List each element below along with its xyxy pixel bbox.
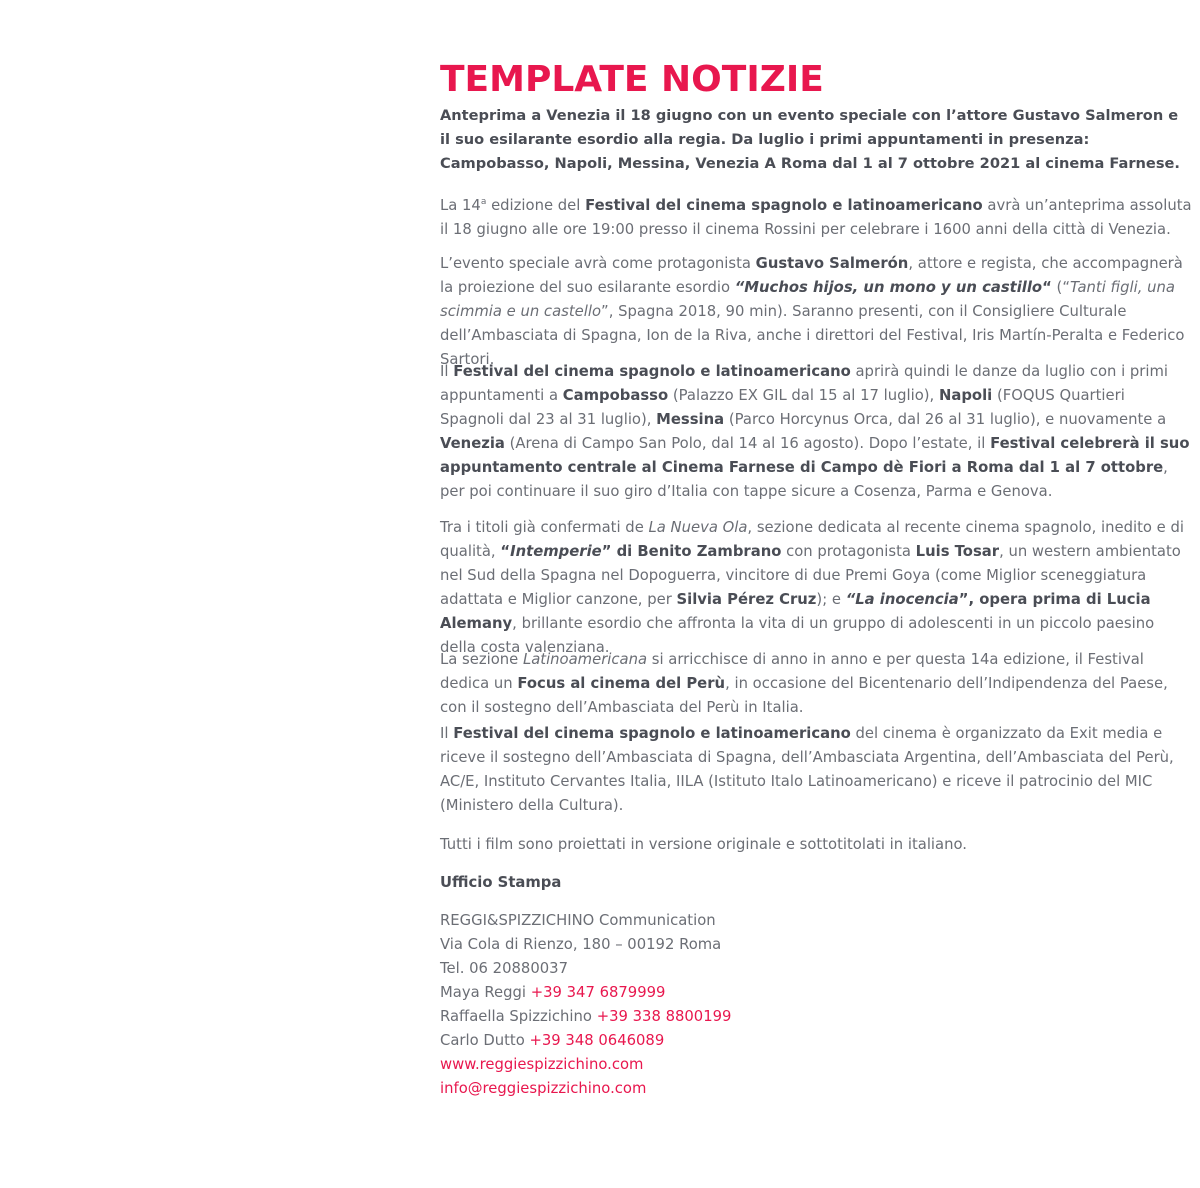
address: Via Cola di Rienzo, 180 – 00192 Roma [440,936,722,953]
press-office-heading: Ufficio Stampa [440,874,562,891]
paragraph-5: La sezione Latinoamericana si arricchisce di anno in anno e per questa 14a edizione, il Festival dedica un Focus al cinema del Perù, in occasione del Bicentenario dell’Indipendenza del Paese, con il sostegno dell’Ambasciata del Perù in Italia. [440,651,1168,716]
paragraph-7: Tutti i film sono proiettati in versione originale e sottotitolati in italiano. [440,836,967,853]
phone-link[interactable]: +39 338 8800199 [596,1008,732,1025]
paragraph-2: L’evento speciale avrà come protagonista Gustavo Salmerón, attore e regista, che accompagnerà la proiezione del suo esilarante esordio “Muchos hijos, un mono y un castillo“ (“Tanti figli, una scimmia e un castello”, Spagna 2018, 90 min). Saranno presenti, con il Consigliere Culturale dell’Ambasciata di Spagna, Ion de la Riva, anche i direttori del Festival, Iris Martín-Peralta e Federico Sartori. [440,255,1185,368]
phone-link[interactable]: +39 347 6879999 [530,984,666,1001]
email-link[interactable]: info@reggiespizzichino.com [440,1080,647,1097]
paragraph-4: Tra i titoli già confermati de La Nueva Ola, sezione dedicata al recente cinema spagnolo, inedito e di qualità, “Intemperie” di Benito Zambrano con protagonista Luis Tosar, un western ambientato nel Sud della Spagna nel Dopoguerra, vincitore di due Premi Goya (come Miglior sceneggiatura adattata e Miglior canzone, per Silvia Pérez Cruz); e “La inocencia”, opera prima di Lucia Alemany, brillante esordio che affronta la vita di un gruppo di adolescenti in un piccolo paesino della costa valenziana. [440,519,1184,656]
contact-block [440,909,1192,1101]
page-title: TEMPLATE NOTIZIE [440,59,824,100]
contact-person: Maya Reggi +39 347 6879999 [440,984,666,1001]
article [440,60,1192,1101]
contact-person: Carlo Dutto +39 348 0646089 [440,1032,665,1049]
lead-paragraph: Anteprima a Venezia il 18 giugno con un evento speciale con l’attore Gustavo Salmeron e il suo esilarante esordio alla regia. Da luglio i primi appuntamenti in presenza: Campobasso, Napoli, Messina, Venezia A Roma dal 1 al 7 ottobre 2021 al cinema Farnese. [440,107,1180,172]
website-link[interactable]: www.reggiespizzichino.com [440,1056,644,1073]
paragraph-1: La 14$^a$ edizione del Festival del cinema spagnolo e latinoamericano avrà un’anteprima assoluta il 18 giugno alle ore 19:00 presso il cinema Rossini per celebrare i 1600 anni della città di Venezia. [440,197,1192,238]
paragraph-3: Il Festival del cinema spagnolo e latinoamericano aprirà quindi le danze da luglio con i primi appuntamenti a Campobasso (Palazzo EX GIL dal 15 al 17 luglio), Napoli (FOQUS Quartieri Spagnoli dal 23 al 31 luglio), Messina (Parco Horcynus Orca, dal 26 al 31 luglio), e nuovamente a Venezia (Arena di Campo San Polo, dal 14 al 16 agosto). Dopo l’estate, il Festival celebrerà il suo appuntamento centrale al Cinema Farnese di Campo dè Fiori a Roma dal 1 al 7 ottobre, per poi continuare il suo giro d’Italia con tappe sicure a Cosenza, Parma e Genova. [440,363,1190,500]
company-name: REGGI&SPIZZICHINO Communication [440,912,716,929]
paragraph-6: Il Festival del cinema spagnolo e latinoamericano del cinema è organizzato da Exit media e riceve il sostegno dell’Ambasciata di Spagna, dell’Ambasciata Argentina, dell’Ambasciata del Perù, AC/E, Instituto Cervantes Italia, IILA (Istituto Italo Latinoamericano) e riceve il patrocinio del MIC (Ministero della Cultura). [440,725,1174,814]
telephone: Tel. 06 20880037 [440,960,568,977]
phone-link[interactable]: +39 348 0646089 [529,1032,665,1049]
article-body [440,194,1192,895]
contact-person: Raffaella Spizzichino +39 338 8800199 [440,1008,732,1025]
